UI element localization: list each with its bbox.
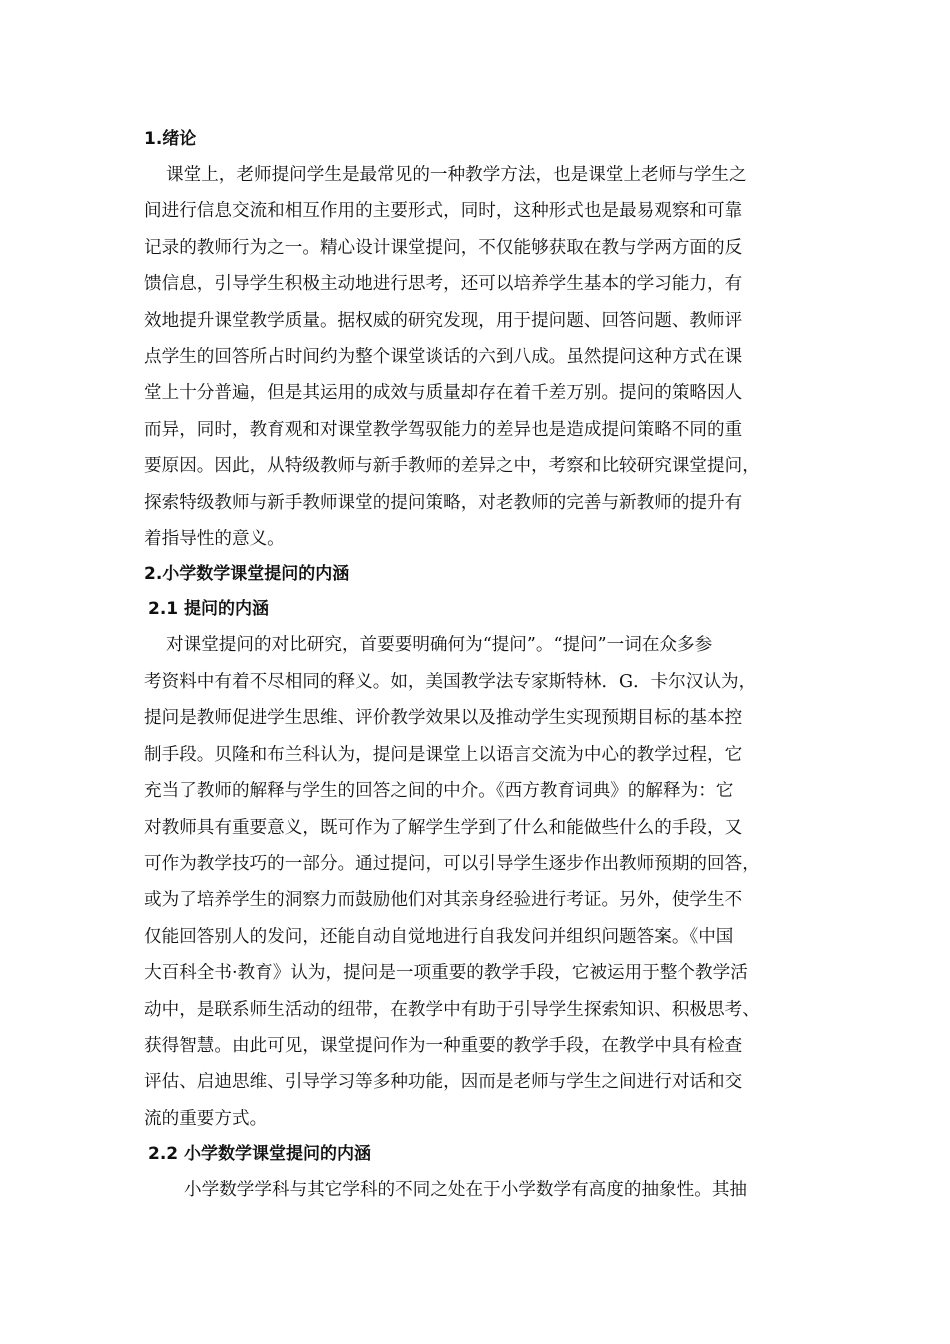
text-line: 记录的教师行为之一。精心设计课堂提问，不仅能够获取在教与学两方面的反 — [144, 237, 743, 258]
text-line: 考资料中有着不尽相同的释义。如，美国教学法专家斯特林．G．卡尔汉认为， — [144, 671, 757, 692]
subsection-heading-2-2: 2.2 小学数学课堂提问的内涵 — [148, 1144, 372, 1165]
text-line: 大百科全书·教育》认为，提问是一项重要的教学手段，它被运用于整个教学活 — [144, 963, 748, 984]
section-heading-1: 1.绪论 — [144, 129, 197, 149]
paragraph-introduction — [144, 157, 830, 557]
text-line: 馈信息，引导学生积极主动地进行思考，还可以培养学生基本的学习能力，有 — [144, 274, 743, 295]
text-line: 而异，同时，教育观和对课堂教学驾驭能力的差异也是造成提问策略不同的重 — [144, 419, 743, 440]
text-line: 充当了教师的解释与学生的回答之间的中介。《西方教育词典》的解释为：它 — [144, 781, 734, 802]
text-line: 动中，是联系师生活动的纽带，在教学中有助于引导学生探索知识、积极思考、 — [144, 999, 760, 1020]
text-line: 制手段。贝隆和布兰科认为，提问是课堂上以语言交流为中心的教学过程，它 — [144, 744, 743, 765]
text-line: 小学数学学科与其它学科的不同之处在于小学数学有高度的抽象性。其抽 — [184, 1180, 748, 1201]
text-line: 效地提升课堂教学质量。据权威的研究发现，用于提问题、回答问题、教师评 — [144, 310, 743, 331]
text-line: 要原因。因此，从特级教师与新手教师的差异之中，考察和比较研究课堂提问， — [144, 456, 760, 477]
text-line: 或为了培养学生的洞察力而鼓励他们对其亲身经验进行考证。另外，使学生不 — [144, 890, 743, 911]
text-line: 课堂上，老师提问学生是最常见的一种教学方法，也是课堂上老师与学生之 — [166, 165, 747, 185]
text-line: 仅能回答别人的发问，还能自动自觉地进行自我发问并组织问题答案。《中国 — [144, 926, 734, 947]
document-body — [144, 122, 830, 1209]
text-line: 探索特级教师与新手教师课堂的提问策略，对老教师的完善与新教师的提升有 — [144, 492, 743, 513]
text-line: 获得智慧。由此可见，课堂提问作为一种重要的教学手段，在教学中具有检查 — [144, 1035, 743, 1056]
paragraph-questioning-meaning — [144, 627, 830, 1137]
text-line: 点学生的回答所占时间约为整个课堂谈话的六到八成。虽然提问这种方式在课 — [144, 347, 743, 368]
text-line: 堂上十分普遍，但是其运用的成效与质量却存在着千差万别。提问的策略因人 — [144, 383, 743, 404]
section-heading-2: 2.小学数学课堂提问的内涵 — [144, 564, 350, 585]
text-line: 提问是教师促进学生思维、评价教学效果以及推动学生实现预期目标的基本控 — [144, 708, 743, 729]
text-line: 对教师具有重要意义，既可作为了解学生学到了什么和能做些什么的手段，又 — [144, 817, 743, 838]
text-line: 着指导性的意义。 — [144, 529, 285, 550]
text-line: 对课堂提问的对比研究，首要要明确何为“提问”。“提问”一词在众多参 — [166, 635, 713, 656]
text-line: 可作为教学技巧的一部分。通过提问，可以引导学生逐步作出教师预期的回答， — [144, 853, 760, 874]
subsection-heading-2-1: 2.1 提问的内涵 — [148, 599, 270, 620]
paragraph-math-questioning — [144, 1172, 830, 1208]
text-line: 间进行信息交流和相互作用的主要形式，同时，这种形式也是最易观察和可靠 — [144, 201, 743, 222]
text-line: 流的重要方式。 — [144, 1108, 268, 1129]
text-line: 评估、启迪思维、引导学习等多种功能，因而是老师与学生之间进行对话和交 — [144, 1072, 743, 1093]
